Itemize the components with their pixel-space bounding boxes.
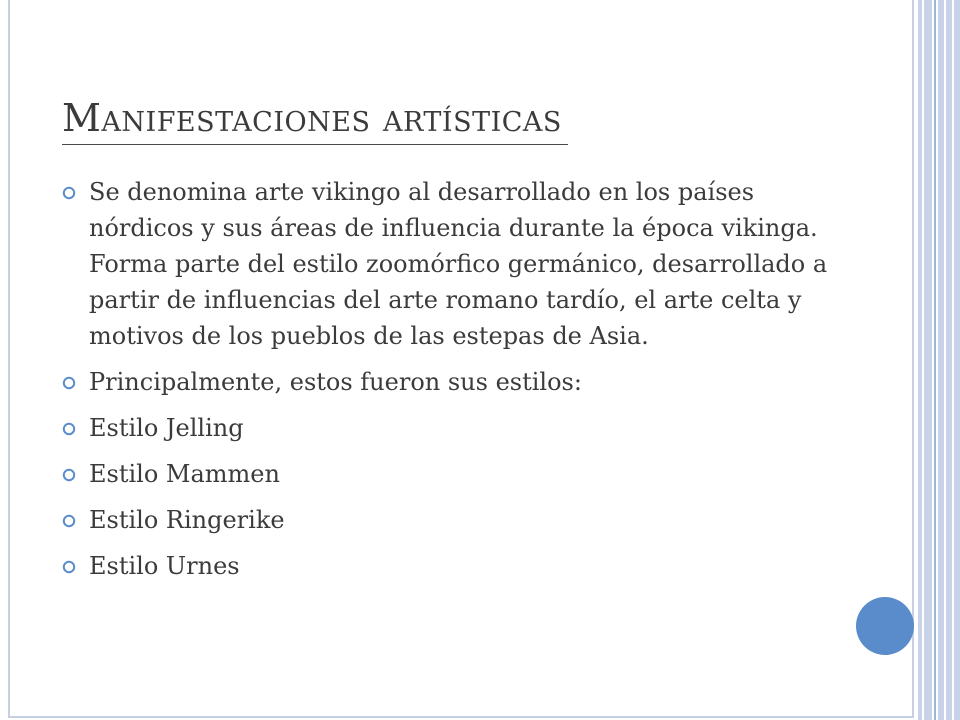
- bullet-icon: [62, 422, 76, 436]
- bullet-icon: [62, 468, 76, 482]
- bullet-list: [62, 174, 842, 594]
- bullet-item-styles-intro: [62, 364, 842, 400]
- bullet-icon: [62, 186, 76, 200]
- bullet-item-intro: [62, 174, 842, 354]
- bullet-icon: [62, 376, 76, 390]
- accent-circle: [856, 597, 914, 655]
- bullet-text: Estilo Urnes: [89, 552, 240, 580]
- bullet-text: Se denomina arte vikingo al desarrollado en los países nórdicos y sus áreas de influencia durante la época vikinga. Forma parte del estilo zoomórfico germánico, desarrollado a partir de influencias del arte romano tardío, el arte celta y motivos de los pueblos de las estepas de Asia.: [89, 178, 828, 350]
- decorative-stripes: [914, 0, 960, 720]
- slide-title: Manifestaciones artísticas: [62, 96, 562, 140]
- bullet-item-ringerike: [62, 502, 842, 538]
- bullet-text: Estilo Mammen: [89, 460, 280, 488]
- bullet-text: Estilo Jelling: [89, 414, 244, 442]
- bullet-text: Estilo Ringerike: [89, 506, 285, 534]
- bullet-item-urnes: [62, 548, 842, 584]
- bullet-icon: [62, 514, 76, 528]
- bullet-item-jelling: [62, 410, 842, 446]
- bullet-text: Principalmente, estos fueron sus estilos:: [89, 368, 582, 396]
- bullet-item-mammen: [62, 456, 842, 492]
- bullet-icon: [62, 560, 76, 574]
